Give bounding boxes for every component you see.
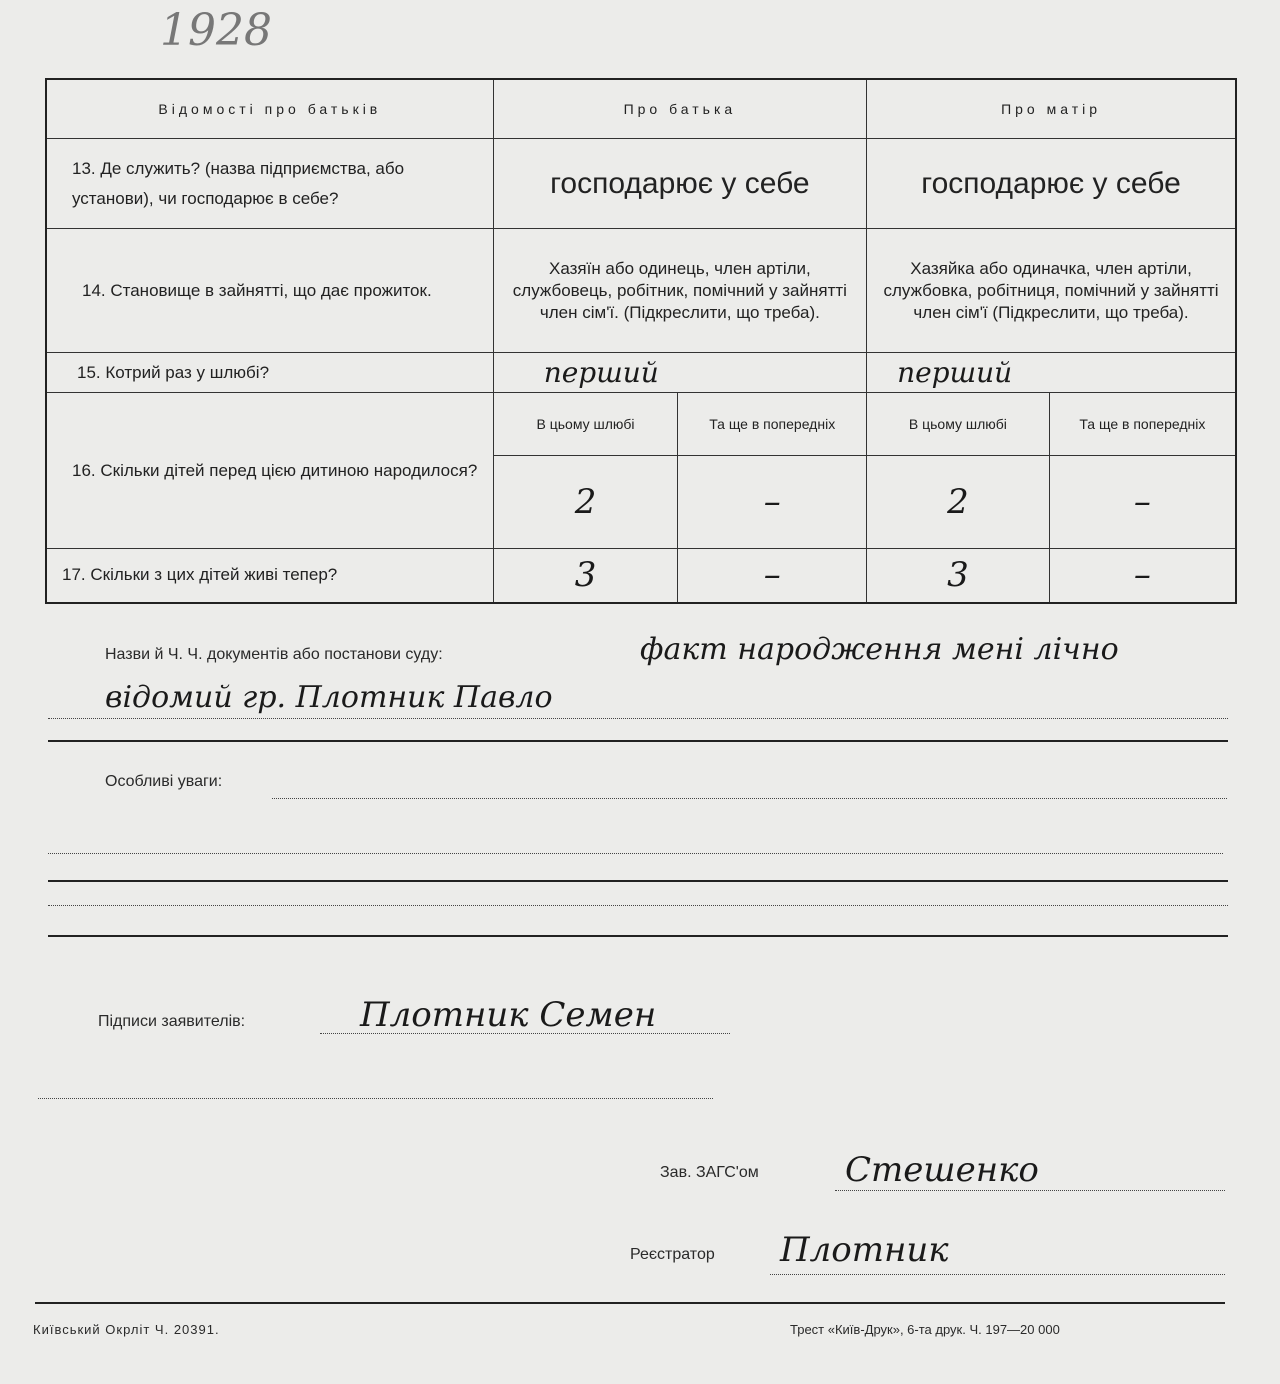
subheader-mother-prev: Та ще в попередніх — [1049, 393, 1236, 456]
footer-left: Київський Окрліт Ч. 20391. — [33, 1322, 220, 1337]
row17-father-prev: – — [678, 549, 867, 603]
signatures-value: Плотник Семен — [360, 995, 657, 1035]
head-label: Зав. ЗАГС'ом — [660, 1164, 759, 1181]
documents-line1: факт народження мені лічно — [640, 632, 1119, 667]
row13-mother: господарює у себе — [867, 139, 1236, 229]
row13-label: 13. Де служить? (назва підприємства, або установи), чи господарює в себе? — [46, 139, 493, 229]
row15-label: 15. Котрий раз у шлюбі? — [46, 353, 493, 393]
row16-mother-prev: – — [1049, 456, 1236, 549]
signatures-label: Підписи заявителів: — [98, 1013, 246, 1030]
row15-father: перший — [493, 353, 866, 393]
header-mother: Про матір — [867, 79, 1236, 139]
head-value: Стешенко — [845, 1150, 1039, 1190]
remarks-label: Особливі уваги: — [105, 773, 223, 790]
year-annotation: 1928 — [160, 5, 272, 56]
subheader-father-this: В цьому шлюбі — [493, 393, 678, 456]
row16-mother-this: 2 — [867, 456, 1050, 549]
row16-father-this: 2 — [493, 456, 678, 549]
row15-mother: перший — [867, 353, 1236, 393]
row16-label: 16. Скільки дітей перед цією дитиною народилося? — [46, 393, 493, 549]
header-father: Про батька — [493, 79, 866, 139]
registrar-value: Плотник — [780, 1230, 949, 1270]
footer-right: Трест «Київ-Друк», 6-та друк. Ч. 197—20 000 — [790, 1322, 1060, 1337]
row17-father-this: 3 — [493, 549, 678, 603]
row17-label: 17. Скільки з цих дітей живі тепер? — [46, 549, 493, 603]
row14-father: Хазяїн або одинець, член артіли, службовець, робітник, помічний у зайнятті член сім'ї. (Підкреслити, що треба). — [493, 229, 866, 353]
registrar-label: Реєстратор — [630, 1246, 715, 1263]
row14-label: 14. Становище в зайнятті, що дає прожиток. — [46, 229, 493, 353]
row13-father: господарює у себе — [493, 139, 866, 229]
documents-line2: відомий гр. Плотник Павло — [105, 680, 553, 715]
row17-mother-prev: – — [1049, 549, 1236, 603]
row14-mother: Хазяйка або одиначка, член артіли, службовка, робітниця, помічний у зайнятті член сім'ї (Підкреслити, що треба). — [867, 229, 1236, 353]
row16-father-prev: – — [678, 456, 867, 549]
subheader-father-prev: Та ще в попередніх — [678, 393, 867, 456]
documents-label: Назви й Ч. Ч. документів або постанови суду: — [105, 646, 443, 663]
header-parents-info: Відомості про батьків — [46, 79, 493, 139]
subheader-mother-this: В цьому шлюбі — [867, 393, 1050, 456]
parents-info-table — [45, 78, 1237, 604]
row17-mother-this: 3 — [867, 549, 1050, 603]
